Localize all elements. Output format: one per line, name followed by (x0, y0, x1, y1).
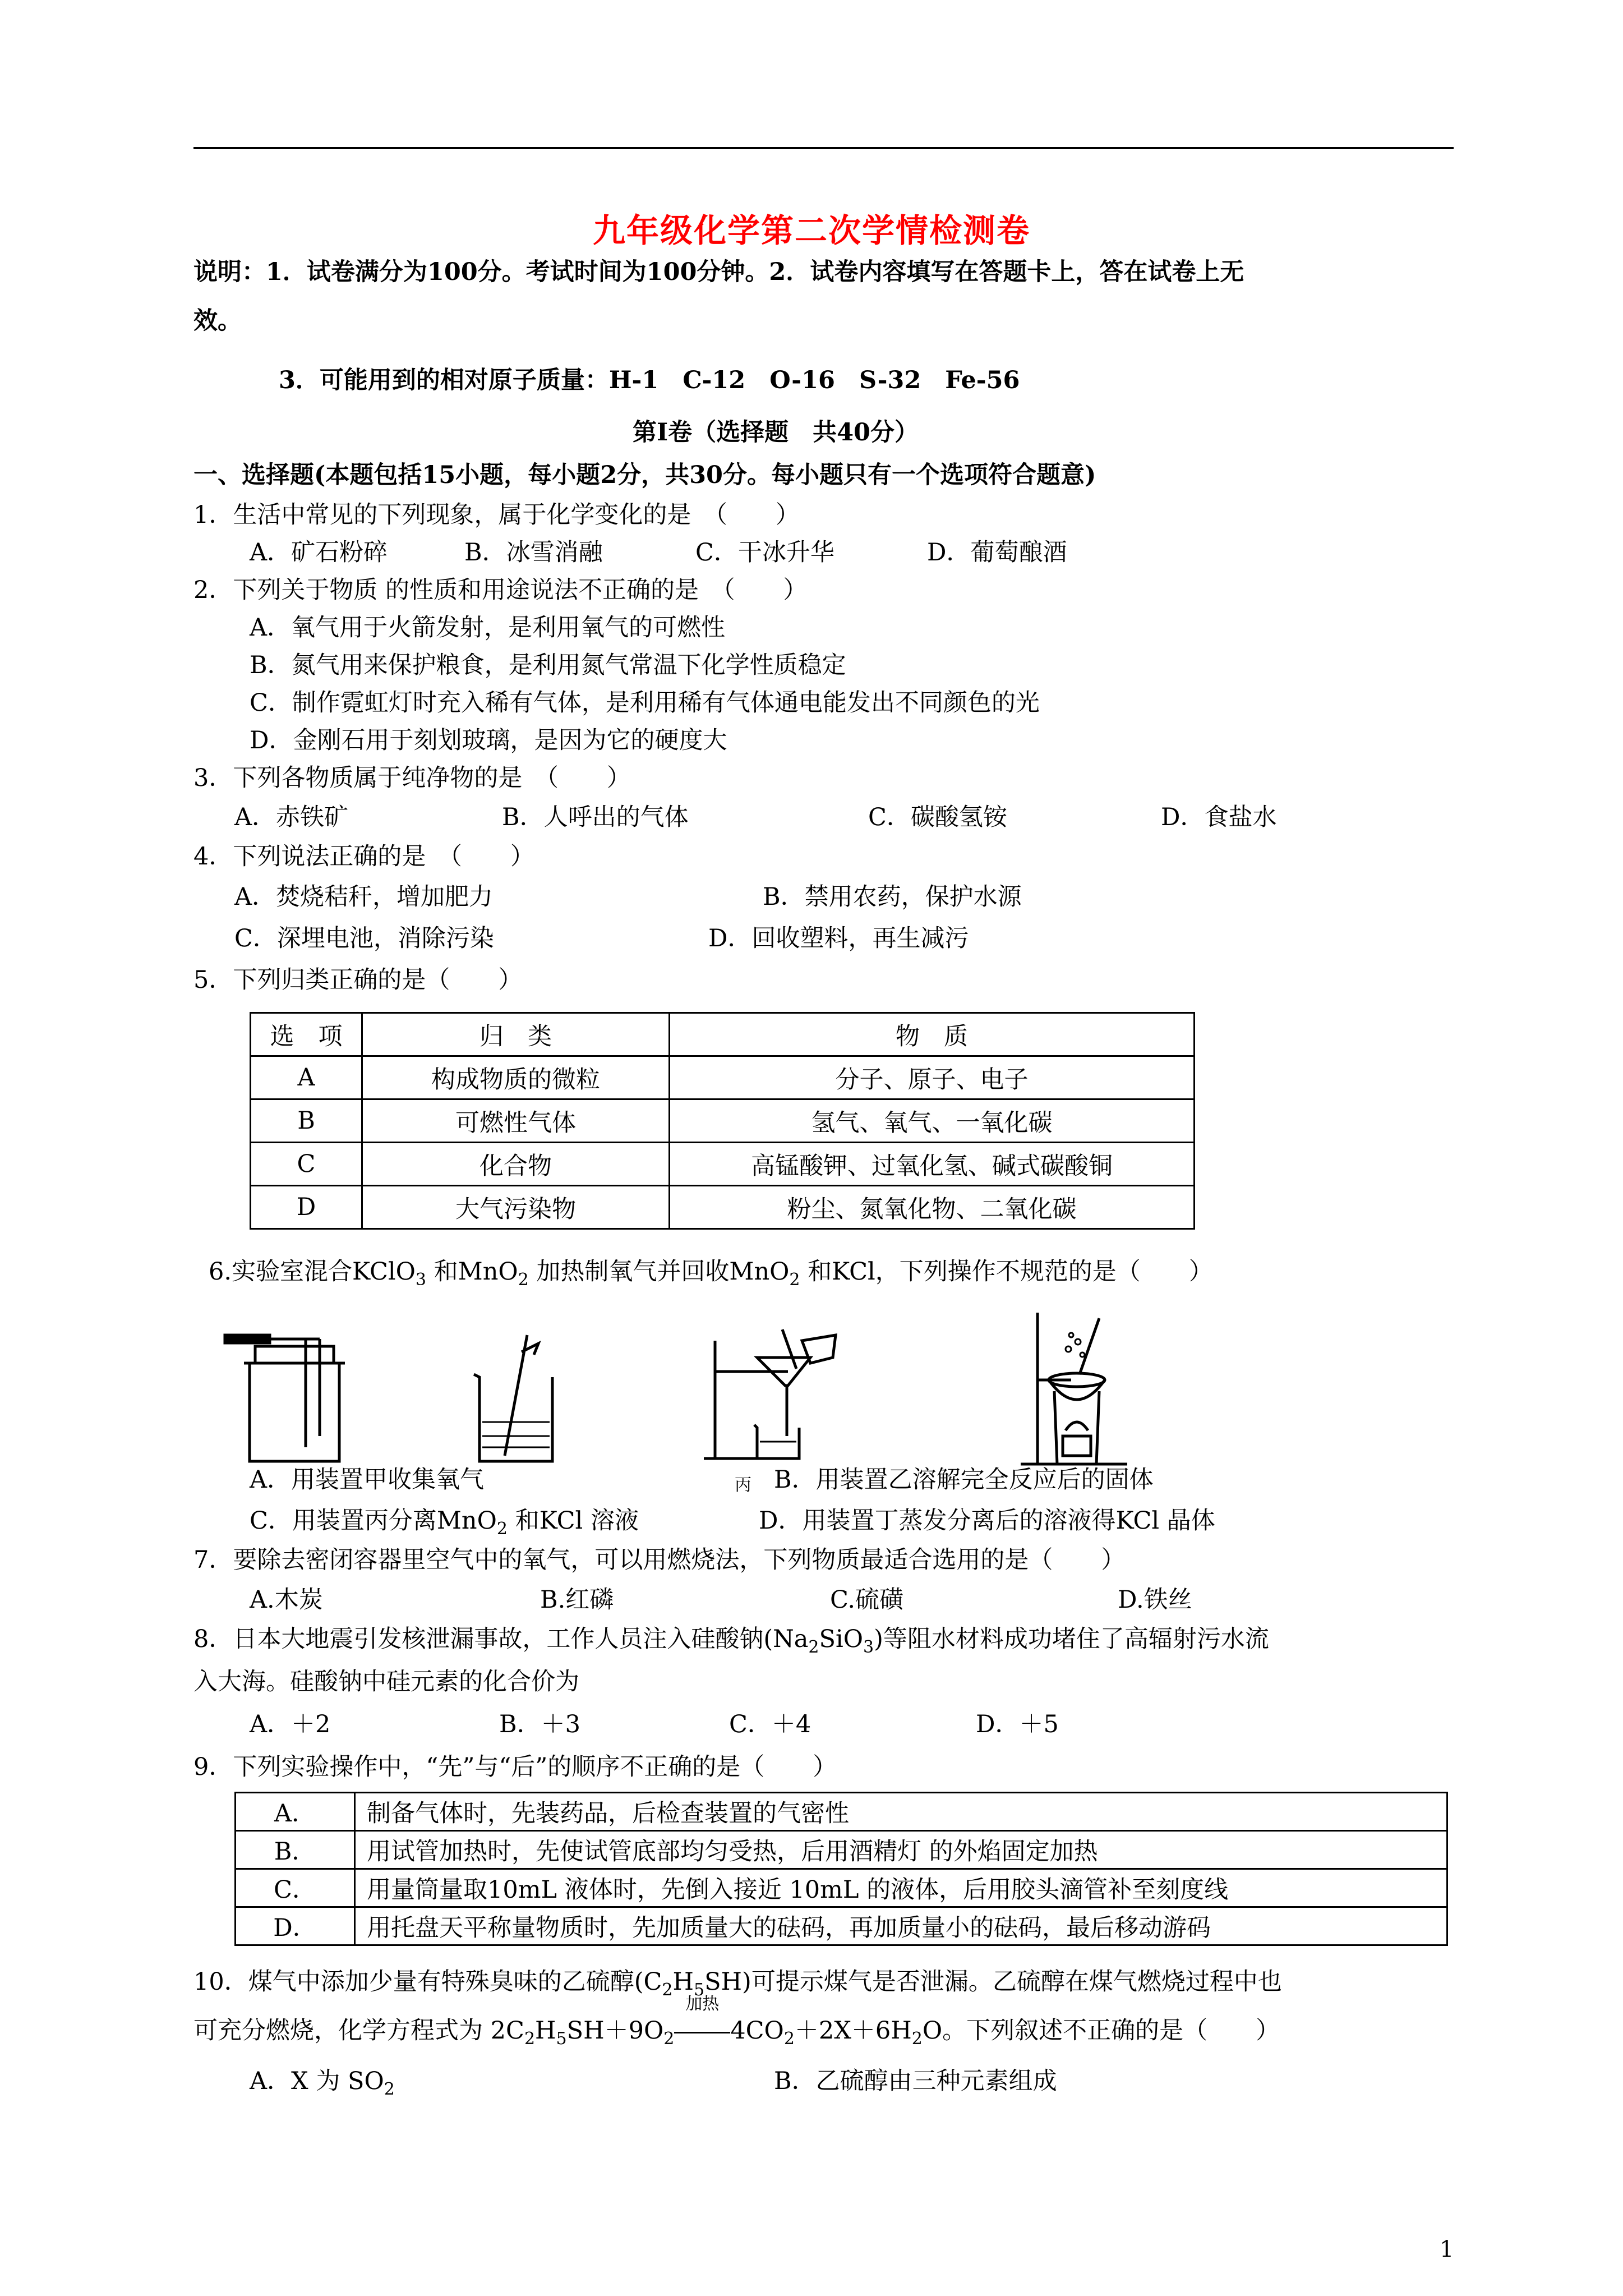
q4-option-d: D．回收塑料，再生减污 (708, 924, 969, 953)
q3-option-c: C．碳酸氢铵 (868, 803, 1007, 831)
q8-option-a: A．＋2 (250, 1710, 331, 1738)
subscript: 2 (496, 1519, 508, 1539)
section-title: 第Ⅰ卷（选择题 共40分） (633, 418, 919, 447)
q8-text: )等阻水材料成功堵住了高辐射污水流 (874, 1625, 1269, 1653)
q6-stem-part: 和KCl，下列操作不规范的是（ ） (800, 1258, 1213, 1286)
q8-text: 8．日本大地震引发核泄漏事故，工作人员注入硅酸钠(Na (193, 1625, 809, 1653)
subscript: 3 (863, 1637, 874, 1657)
table-header-row (251, 1013, 1195, 1056)
q4-option-b: B．禁用农药，保护水源 (763, 883, 1022, 911)
table-cell: 用量筒量取10mL 液体时，先倒入接近 10mL 的液体，后用胶头滴管补至刻度线 (355, 1869, 1447, 1907)
figure-label-bing: 丙 (735, 1475, 751, 1495)
apparatus-yi-beaker (471, 1329, 561, 1464)
subscript: 5 (694, 1980, 705, 2000)
q4-option-a: A．焚烧秸秆，增加肥力 (234, 883, 494, 911)
q6-option-c-text: C．用装置丙分离MnO (250, 1507, 497, 1535)
table-cell: A (251, 1056, 362, 1099)
subscript: 2 (911, 2029, 923, 2049)
q7-option-d: D.铁丝 (1118, 1586, 1192, 1614)
notes-line-1: 说明：1．试卷满分为100分。考试时间为100分钟。2．试卷内容填写在答题卡上，答在试卷上无 (193, 258, 1244, 286)
table-cell: B． (236, 1831, 355, 1869)
q6-stem (209, 1258, 1213, 1290)
subscript: 3 (415, 1270, 426, 1290)
q10-line-2 (193, 1994, 1280, 2049)
q1-option-b: B．冰雪消融 (464, 539, 603, 567)
table-cell: D． (236, 1907, 355, 1945)
q2-option-b: B．氮气用来保护粮食，是利用氮气常温下化学性质稳定 (250, 651, 846, 679)
q8-option-b: B．＋3 (499, 1710, 580, 1738)
apparatus-jia-gas-bottle (222, 1329, 351, 1464)
header-rule (193, 147, 1454, 149)
q2-option-d: D．金刚石用于刻划玻璃，是因为它的硬度大 (250, 726, 727, 754)
table-cell: 化合物 (362, 1143, 670, 1186)
q7-option-b: B.红磷 (540, 1586, 614, 1614)
table-cell: 构成物质的微粒 (362, 1056, 670, 1099)
q10-text: SH)可提示煤气是否泄漏。乙硫醇在煤气燃烧过程中也 (704, 1968, 1282, 1996)
q6-stem-part: 6.实验室混合KClO (209, 1258, 416, 1286)
q10-text: 可充分燃烧，化学方程式为 2C (193, 2017, 524, 2045)
q6-option-b: B．用装置乙溶解完全反应后的固体 (774, 1466, 1154, 1494)
q3-option-d: D．食盐水 (1161, 803, 1277, 831)
q9-stem: 9．下列实验操作中，“先”与“后”的顺序不正确的是（ ） (193, 1753, 837, 1781)
reaction-condition-arrow (674, 1994, 730, 2046)
q8-line-1 (193, 1625, 1269, 1658)
table-row (251, 1143, 1195, 1186)
table-header: 物 质 (670, 1013, 1195, 1056)
q3-stem: 3．下列各物质属于纯净物的是 （ ） (193, 764, 631, 792)
q4-stem: 4．下列说法正确的是 （ ） (193, 843, 534, 871)
table-cell: 高锰酸钾、过氧化氢、碱式碳酸铜 (670, 1143, 1195, 1186)
q7-option-a: A.木炭 (250, 1586, 323, 1614)
q6-option-c-text: 和KCl 溶液 (507, 1507, 639, 1535)
table-header: 归 类 (362, 1013, 670, 1056)
q6-option-c (250, 1507, 639, 1539)
subscript: 2 (384, 2079, 395, 2099)
q5-table (250, 1012, 1195, 1230)
q8-text: SiO (819, 1625, 863, 1653)
table-row (236, 1831, 1447, 1869)
q10-option-b: B．乙硫醇由三种元素组成 (774, 2067, 1057, 2095)
table-cell: 氢气、氧气、一氧化碳 (670, 1099, 1195, 1143)
q3-option-a: A．赤铁矿 (234, 803, 349, 831)
table-cell: 分子、原子、电子 (670, 1056, 1195, 1099)
table-row (251, 1186, 1195, 1229)
q4-option-c: C．深埋电池，消除污染 (234, 924, 494, 953)
q8-option-d: D．＋5 (976, 1710, 1059, 1738)
q2-option-a: A．氧气用于火箭发射，是利用氧气的可燃性 (250, 614, 726, 642)
q8-option-c: C．＋4 (729, 1710, 811, 1738)
table-cell: 用托盘天平称量物质时，先加质量大的砝码，再加质量小的砝码，最后移动游码 (355, 1907, 1447, 1945)
q1-stem: 1．生活中常见的下列现象，属于化学变化的是 （ ） (193, 501, 800, 529)
q10-text: 4CO (730, 2017, 784, 2045)
page-number: 1 (1440, 2237, 1454, 2262)
apparatus-ding-evaporation (1015, 1301, 1138, 1470)
q2-option-c: C．制作霓虹灯时充入稀有气体，是利用稀有气体通电能发出不同颜色的光 (250, 689, 1040, 717)
q2-stem: 2．下列关于物质 的性质和用途说法不正确的是 （ ） (193, 576, 808, 604)
subscript: 2 (662, 1980, 673, 2000)
q10-line-1 (193, 1968, 1282, 2000)
q3-option-b: B．人呼出的气体 (502, 803, 689, 831)
table-row (236, 1793, 1447, 1831)
table-cell: C (251, 1143, 362, 1186)
reaction-condition: 加热 (685, 1994, 720, 2014)
q10-text: O。下列叙述不正确的是（ ） (922, 2017, 1280, 2045)
subscript: 5 (556, 2029, 567, 2049)
q10-text: H (535, 2017, 556, 2045)
equals-bar (674, 2032, 730, 2033)
subscript: 2 (808, 1637, 819, 1657)
table-cell: C． (236, 1869, 355, 1907)
q6-stem-part: 加热制氧气并回收MnO (528, 1258, 790, 1286)
table-cell: 制备气体时，先装药品，后检查装置的气密性 (355, 1793, 1447, 1831)
table-row (236, 1869, 1447, 1907)
subscript: 2 (524, 2029, 536, 2049)
q10-text: SH＋9O (566, 2017, 664, 2045)
q1-option-c: C．干冰升华 (695, 539, 834, 567)
q10-option-a (250, 2067, 395, 2100)
q1-option-d: D．葡萄酿酒 (927, 539, 1067, 567)
subscript: 2 (789, 1270, 800, 1290)
table-cell: A． (236, 1793, 355, 1831)
apparatus-bing-filtration (704, 1324, 844, 1470)
table-row (251, 1056, 1195, 1099)
table-cell: B (251, 1099, 362, 1143)
table-row (236, 1907, 1447, 1945)
q6-stem-part: 和MnO (426, 1258, 518, 1286)
subscript: 2 (663, 2029, 675, 2049)
q7-stem: 7．要除去密闭容器里空气中的氧气，可以用燃烧法，下列物质最适合选用的是（ ） (193, 1546, 1126, 1574)
q5-stem: 5．下列归类正确的是（ ） (193, 966, 523, 994)
q10-text: ＋2X＋6H (794, 2017, 912, 2045)
table-cell: 可燃性气体 (362, 1099, 670, 1143)
q6-option-a: A．用装置甲收集氧气 (250, 1466, 485, 1494)
q6-option-d: D．用装置丁蒸发分离后的溶液得KCl 晶体 (759, 1507, 1215, 1535)
table-cell: 粉尘、氮氧化物、二氧化碳 (670, 1186, 1195, 1229)
table-row (251, 1099, 1195, 1143)
q1-option-a: A．矿石粉碎 (250, 539, 388, 567)
subscript: 2 (518, 1270, 529, 1290)
subscript: 2 (783, 2029, 795, 2049)
q8-line-2: 入大海。硅酸钠中硅元素的化合价为 (193, 1668, 579, 1696)
table-cell: 大气污染物 (362, 1186, 670, 1229)
page-title: 九年级化学第二次学情检测卷 (592, 211, 1030, 250)
table-cell: D (251, 1186, 362, 1229)
q10-text: H (672, 1968, 694, 1996)
table-cell: 用试管加热时，先使试管底部均匀受热，后用酒精灯 的外焰固定加热 (355, 1831, 1447, 1869)
part-one-heading: 一、选择题(本题包括15小题，每小题2分，共30分。每小题只有一个选项符合题意) (193, 461, 1096, 489)
q10-option-a-text: A．X 为 SO (250, 2067, 384, 2095)
q10-text: 10．煤气中添加少量有特殊臭味的乙硫醇(C (193, 1968, 662, 1996)
notes-line-2: 效。 (193, 307, 242, 335)
q7-option-c: C.硫磺 (830, 1586, 904, 1614)
q9-table (234, 1792, 1448, 1946)
table-header: 选 项 (251, 1013, 362, 1056)
notes-line-3: 3．可能用到的相对原子质量：H-1 C-12 O-16 S-32 Fe-56 (279, 366, 1020, 394)
